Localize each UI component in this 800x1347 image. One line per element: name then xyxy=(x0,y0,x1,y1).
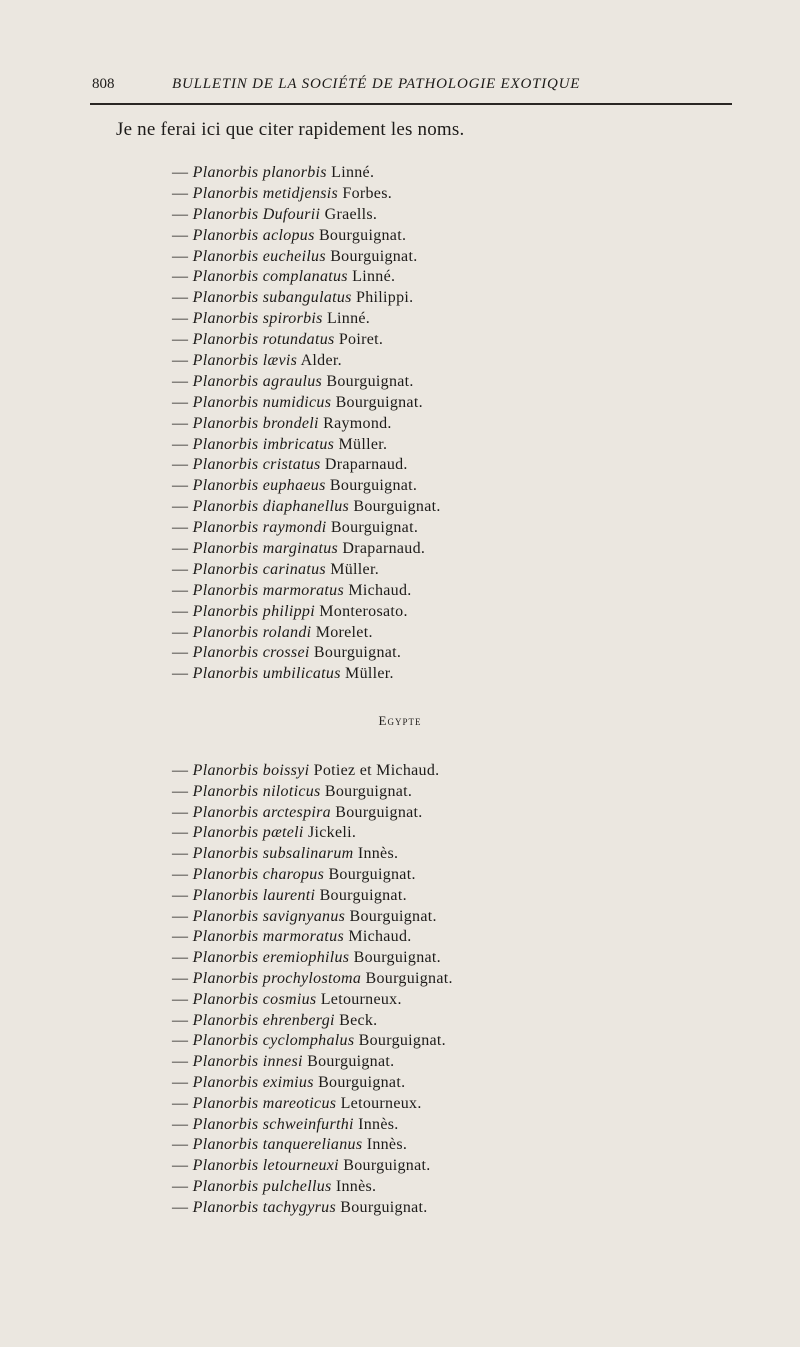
entry-dash: — xyxy=(172,393,189,411)
genus-name: Planorbis xyxy=(192,762,259,779)
author-name: Müller. xyxy=(345,665,394,683)
species-name: schweinfurthi xyxy=(262,1115,354,1133)
species-name: mareoticus xyxy=(262,1094,337,1112)
genus-name: Planorbis xyxy=(192,1136,259,1154)
species-name: rotundatus xyxy=(262,331,335,349)
genus-name: Planorbis xyxy=(192,949,259,967)
genus-name: Planorbis xyxy=(192,226,259,244)
species-name: spirorbis xyxy=(262,310,323,328)
species-name: pulchellus xyxy=(262,1177,332,1195)
species-name: innesi xyxy=(262,1053,303,1071)
genus-name: Planorbis xyxy=(192,865,259,883)
entry-dash: — xyxy=(172,414,189,432)
genus-name: Planorbis xyxy=(192,886,259,904)
entry-dash: — xyxy=(172,456,189,474)
genus-name: Planorbis xyxy=(192,393,259,411)
entry-dash: — xyxy=(172,762,189,779)
species-name: charopus xyxy=(262,865,325,883)
entry-dash: — xyxy=(172,310,189,328)
entry-dash: — xyxy=(172,782,189,800)
entry-dash: — xyxy=(172,845,189,863)
genus-name: Planorbis xyxy=(192,560,259,578)
species-entry xyxy=(172,247,441,268)
intro-sentence: Je ne ferai ici que citer rapidement les noms. xyxy=(116,119,465,140)
species-entry xyxy=(172,205,441,226)
species-name: metidjensis xyxy=(262,184,339,202)
section-heading-egypte: Egypte xyxy=(378,713,422,728)
genus-name: Planorbis xyxy=(192,247,259,265)
genus-name: Planorbis xyxy=(192,1198,259,1216)
species-entry xyxy=(172,497,441,518)
species-name: cristatus xyxy=(262,456,321,474)
entry-dash: — xyxy=(172,560,189,578)
species-entry xyxy=(172,969,453,990)
species-entry xyxy=(172,844,453,865)
entry-dash: — xyxy=(172,907,189,925)
genus-name: Planorbis xyxy=(192,519,259,537)
author-name: Bourguignat. xyxy=(330,247,418,265)
genus-name: Planorbis xyxy=(192,803,259,821)
species-name: laurenti xyxy=(262,886,316,904)
author-name: Bourguignat. xyxy=(343,1157,431,1175)
entry-dash: — xyxy=(172,352,189,370)
author-name: Raymond. xyxy=(323,414,392,432)
species-entry xyxy=(172,1115,453,1136)
genus-name: Planorbis xyxy=(192,435,259,453)
author-name: Bourguignat. xyxy=(353,949,441,967)
species-entry xyxy=(172,414,441,435)
author-name: Draparnaud. xyxy=(342,540,426,558)
genus-name: Planorbis xyxy=(192,498,259,516)
species-entry xyxy=(172,351,441,372)
entry-dash: — xyxy=(172,1157,189,1175)
entry-dash: — xyxy=(172,644,189,662)
entry-dash: — xyxy=(172,498,189,516)
species-entry xyxy=(172,1094,453,1115)
author-name: Müller. xyxy=(338,435,388,453)
author-name: Bourguignat. xyxy=(329,477,418,495)
species-name: tachygyrus xyxy=(262,1198,336,1216)
species-entry xyxy=(172,761,453,782)
entry-dash: — xyxy=(172,268,189,286)
species-entry xyxy=(172,330,441,351)
entry-dash: — xyxy=(172,623,189,641)
species-entry xyxy=(172,1156,453,1177)
species-entry xyxy=(172,309,441,330)
species-entry xyxy=(172,184,441,205)
species-entry xyxy=(172,865,453,886)
author-name: Bourguignat. xyxy=(326,372,414,390)
author-name: Bourguignat. xyxy=(330,519,419,537)
species-name: subangulatus xyxy=(262,289,352,307)
species-entry xyxy=(172,372,441,393)
species-name: eremiophilus xyxy=(262,949,350,967)
species-entry xyxy=(172,267,441,288)
species-entry xyxy=(172,1052,453,1073)
entry-dash: — xyxy=(172,1053,189,1071)
species-list-egypte xyxy=(172,761,453,1219)
species-entry xyxy=(172,948,453,969)
entry-dash: — xyxy=(172,1011,189,1029)
entry-dash: — xyxy=(172,1198,189,1216)
author-name: Bourguignat. xyxy=(328,865,416,883)
genus-name: Planorbis xyxy=(192,928,259,946)
entry-dash: — xyxy=(172,1073,189,1091)
author-name: Poiret. xyxy=(338,331,384,349)
running-header xyxy=(92,76,732,100)
genus-name: Planorbis xyxy=(192,331,259,349)
author-name: Monterosato. xyxy=(319,602,408,620)
entry-dash: — xyxy=(172,289,189,307)
genus-name: Planorbis xyxy=(192,1032,259,1050)
author-name: Müller. xyxy=(330,560,379,578)
genus-name: Planorbis xyxy=(192,665,259,683)
author-name: Graells. xyxy=(324,205,378,223)
species-entry xyxy=(172,907,453,928)
genus-name: Planorbis xyxy=(192,581,259,599)
species-name: diaphanellus xyxy=(262,498,350,516)
genus-name: Planorbis xyxy=(192,1011,259,1029)
entry-dash: — xyxy=(172,886,189,904)
entry-dash: — xyxy=(172,1115,189,1133)
author-name: Michaud. xyxy=(348,581,412,599)
author-name: Bourguignat. xyxy=(349,907,437,925)
species-entry xyxy=(172,643,441,664)
species-entry xyxy=(172,1031,453,1052)
species-entry xyxy=(172,581,441,602)
author-name: Linné. xyxy=(331,164,375,181)
species-entry xyxy=(172,803,453,824)
genus-name: Planorbis xyxy=(192,602,259,620)
entry-dash: — xyxy=(172,540,189,558)
species-name: cyclomphalus xyxy=(262,1032,355,1050)
page-number: 808 xyxy=(92,76,115,92)
species-name: raymondi xyxy=(262,519,327,537)
genus-name: Planorbis xyxy=(192,1115,259,1133)
author-name: Innès. xyxy=(358,1115,399,1133)
entry-dash: — xyxy=(172,990,189,1008)
genus-name: Planorbis xyxy=(192,907,259,925)
author-name: Michaud. xyxy=(348,928,412,946)
author-name: Bourguignat. xyxy=(335,393,423,411)
author-name: Bourguignat. xyxy=(307,1053,395,1071)
species-entry xyxy=(172,823,453,844)
entry-dash: — xyxy=(172,581,189,599)
entry-dash: — xyxy=(172,226,189,244)
author-name: Bourguignat. xyxy=(358,1032,446,1050)
entry-dash: — xyxy=(172,865,189,883)
species-entry xyxy=(172,1011,453,1032)
entry-dash: — xyxy=(172,477,189,495)
species-name: planorbis xyxy=(262,164,327,181)
author-name: Bourguignat. xyxy=(340,1198,428,1216)
entry-dash: — xyxy=(172,247,189,265)
entry-dash: — xyxy=(172,969,189,987)
author-name: Bourguignat. xyxy=(319,886,407,904)
genus-name: Planorbis xyxy=(192,205,259,223)
species-entry xyxy=(172,664,441,685)
entry-dash: — xyxy=(172,331,189,349)
species-name: cosmius xyxy=(262,990,317,1008)
genus-name: Planorbis xyxy=(192,824,259,842)
entry-dash: — xyxy=(172,1177,189,1195)
species-entry xyxy=(172,623,441,644)
species-entry xyxy=(172,455,441,476)
author-name: Draparnaud. xyxy=(324,456,408,474)
author-name: Bourguignat. xyxy=(335,803,423,821)
genus-name: Planorbis xyxy=(192,1094,259,1112)
genus-name: Planorbis xyxy=(192,268,259,286)
entry-dash: — xyxy=(172,164,189,181)
entry-dash: — xyxy=(172,1032,189,1050)
species-name: carinatus xyxy=(262,560,326,578)
species-name: numidicus xyxy=(262,393,332,411)
author-name: Morelet. xyxy=(315,623,373,641)
species-name: Dufourii xyxy=(262,205,321,223)
author-name: Innès. xyxy=(366,1136,408,1154)
species-entry xyxy=(172,226,441,247)
genus-name: Planorbis xyxy=(192,782,259,800)
genus-name: Planorbis xyxy=(192,456,259,474)
genus-name: Planorbis xyxy=(192,352,259,370)
author-name: Bourguignat. xyxy=(353,498,441,516)
species-entry xyxy=(172,1198,453,1219)
species-name: aclopus xyxy=(262,226,315,244)
species-name: brondeli xyxy=(262,414,319,432)
species-entry xyxy=(172,886,453,907)
entry-dash: — xyxy=(172,205,189,223)
species-entry xyxy=(172,782,453,803)
species-name: crossei xyxy=(262,644,310,662)
genus-name: Planorbis xyxy=(192,1073,259,1091)
genus-name: Planorbis xyxy=(192,477,259,495)
species-name: ehrenbergi xyxy=(262,1011,335,1029)
species-name: complanatus xyxy=(262,268,348,286)
species-entry xyxy=(172,435,441,456)
species-entry xyxy=(172,476,441,497)
entry-dash: — xyxy=(172,949,189,967)
species-entry xyxy=(172,1135,453,1156)
author-name: Linné. xyxy=(352,268,396,286)
author-name: Jickeli. xyxy=(308,824,357,842)
species-name: letourneuxi xyxy=(262,1157,339,1175)
species-name: rolandi xyxy=(262,623,312,641)
genus-name: Planorbis xyxy=(192,414,259,432)
species-name: tanquerelianus xyxy=(262,1136,363,1154)
genus-name: Planorbis xyxy=(192,969,259,987)
species-name: agraulus xyxy=(262,372,323,390)
species-entry xyxy=(172,288,441,309)
author-name: Bourguignat. xyxy=(313,644,402,662)
species-name: marmoratus xyxy=(262,581,344,599)
species-name: subsalinarum xyxy=(262,845,354,863)
species-entry xyxy=(172,518,441,539)
entry-dash: — xyxy=(172,1094,189,1112)
species-entry xyxy=(172,560,441,581)
species-entry xyxy=(172,393,441,414)
species-name: boissyi xyxy=(262,762,310,779)
species-entry xyxy=(172,602,441,623)
author-name: Innès. xyxy=(335,1177,377,1195)
genus-name: Planorbis xyxy=(192,1053,259,1071)
author-name: Bourguignat. xyxy=(324,782,413,800)
genus-name: Planorbis xyxy=(192,623,259,641)
author-name: Alder. xyxy=(300,352,342,370)
author-name: Forbes. xyxy=(342,184,393,202)
entry-dash: — xyxy=(172,435,189,453)
species-name: lævis xyxy=(262,352,298,370)
species-name: umbilicatus xyxy=(262,665,341,683)
species-entry xyxy=(172,539,441,560)
genus-name: Planorbis xyxy=(192,372,259,390)
genus-name: Planorbis xyxy=(192,1177,259,1195)
header-rule xyxy=(90,103,732,105)
author-name: Linné. xyxy=(326,310,371,328)
author-name: Potiez et Michaud. xyxy=(313,762,440,779)
author-name: Bourguignat. xyxy=(365,969,453,987)
running-title: BULLETIN DE LA SOCIÉTÉ DE PATHOLOGIE EXOTIQUE xyxy=(172,76,581,92)
species-entry xyxy=(172,990,453,1011)
genus-name: Planorbis xyxy=(192,289,259,307)
species-name: philippi xyxy=(262,602,315,620)
species-entry xyxy=(172,1177,453,1198)
species-name: eximius xyxy=(262,1073,314,1091)
species-entry xyxy=(172,927,453,948)
author-name: Bourguignat. xyxy=(318,226,407,244)
species-name: arctespira xyxy=(262,803,331,821)
species-name: pæteli xyxy=(262,824,304,842)
species-name: marmoratus xyxy=(262,928,344,946)
species-name: niloticus xyxy=(262,782,321,800)
species-entry xyxy=(172,1073,453,1094)
author-name: Letourneux. xyxy=(320,990,402,1008)
author-name: Bourguignat. xyxy=(318,1073,406,1091)
entry-dash: — xyxy=(172,372,189,390)
author-name: Beck. xyxy=(339,1011,378,1029)
entry-dash: — xyxy=(172,1136,189,1154)
author-name: Philippi. xyxy=(356,289,414,307)
genus-name: Planorbis xyxy=(192,184,259,202)
species-name: marginatus xyxy=(262,540,339,558)
entry-dash: — xyxy=(172,928,189,946)
genus-name: Planorbis xyxy=(192,540,259,558)
species-name: euphaeus xyxy=(262,477,326,495)
author-name: Letourneux. xyxy=(340,1094,422,1112)
genus-name: Planorbis xyxy=(192,644,259,662)
entry-dash: — xyxy=(172,824,189,842)
genus-name: Planorbis xyxy=(192,845,259,863)
species-name: prochylostoma xyxy=(262,969,362,987)
genus-name: Planorbis xyxy=(192,164,259,181)
entry-dash: — xyxy=(172,665,189,683)
species-name: imbricatus xyxy=(262,435,335,453)
entry-dash: — xyxy=(172,519,189,537)
species-name: eucheilus xyxy=(262,247,326,265)
entry-dash: — xyxy=(172,184,189,202)
genus-name: Planorbis xyxy=(192,310,259,328)
genus-name: Planorbis xyxy=(192,990,259,1008)
author-name: Innès. xyxy=(357,845,399,863)
genus-name: Planorbis xyxy=(192,1157,259,1175)
species-entry xyxy=(172,163,441,184)
species-name: savignyanus xyxy=(262,907,346,925)
species-list-general xyxy=(172,163,441,685)
entry-dash: — xyxy=(172,803,189,821)
entry-dash: — xyxy=(172,602,189,620)
